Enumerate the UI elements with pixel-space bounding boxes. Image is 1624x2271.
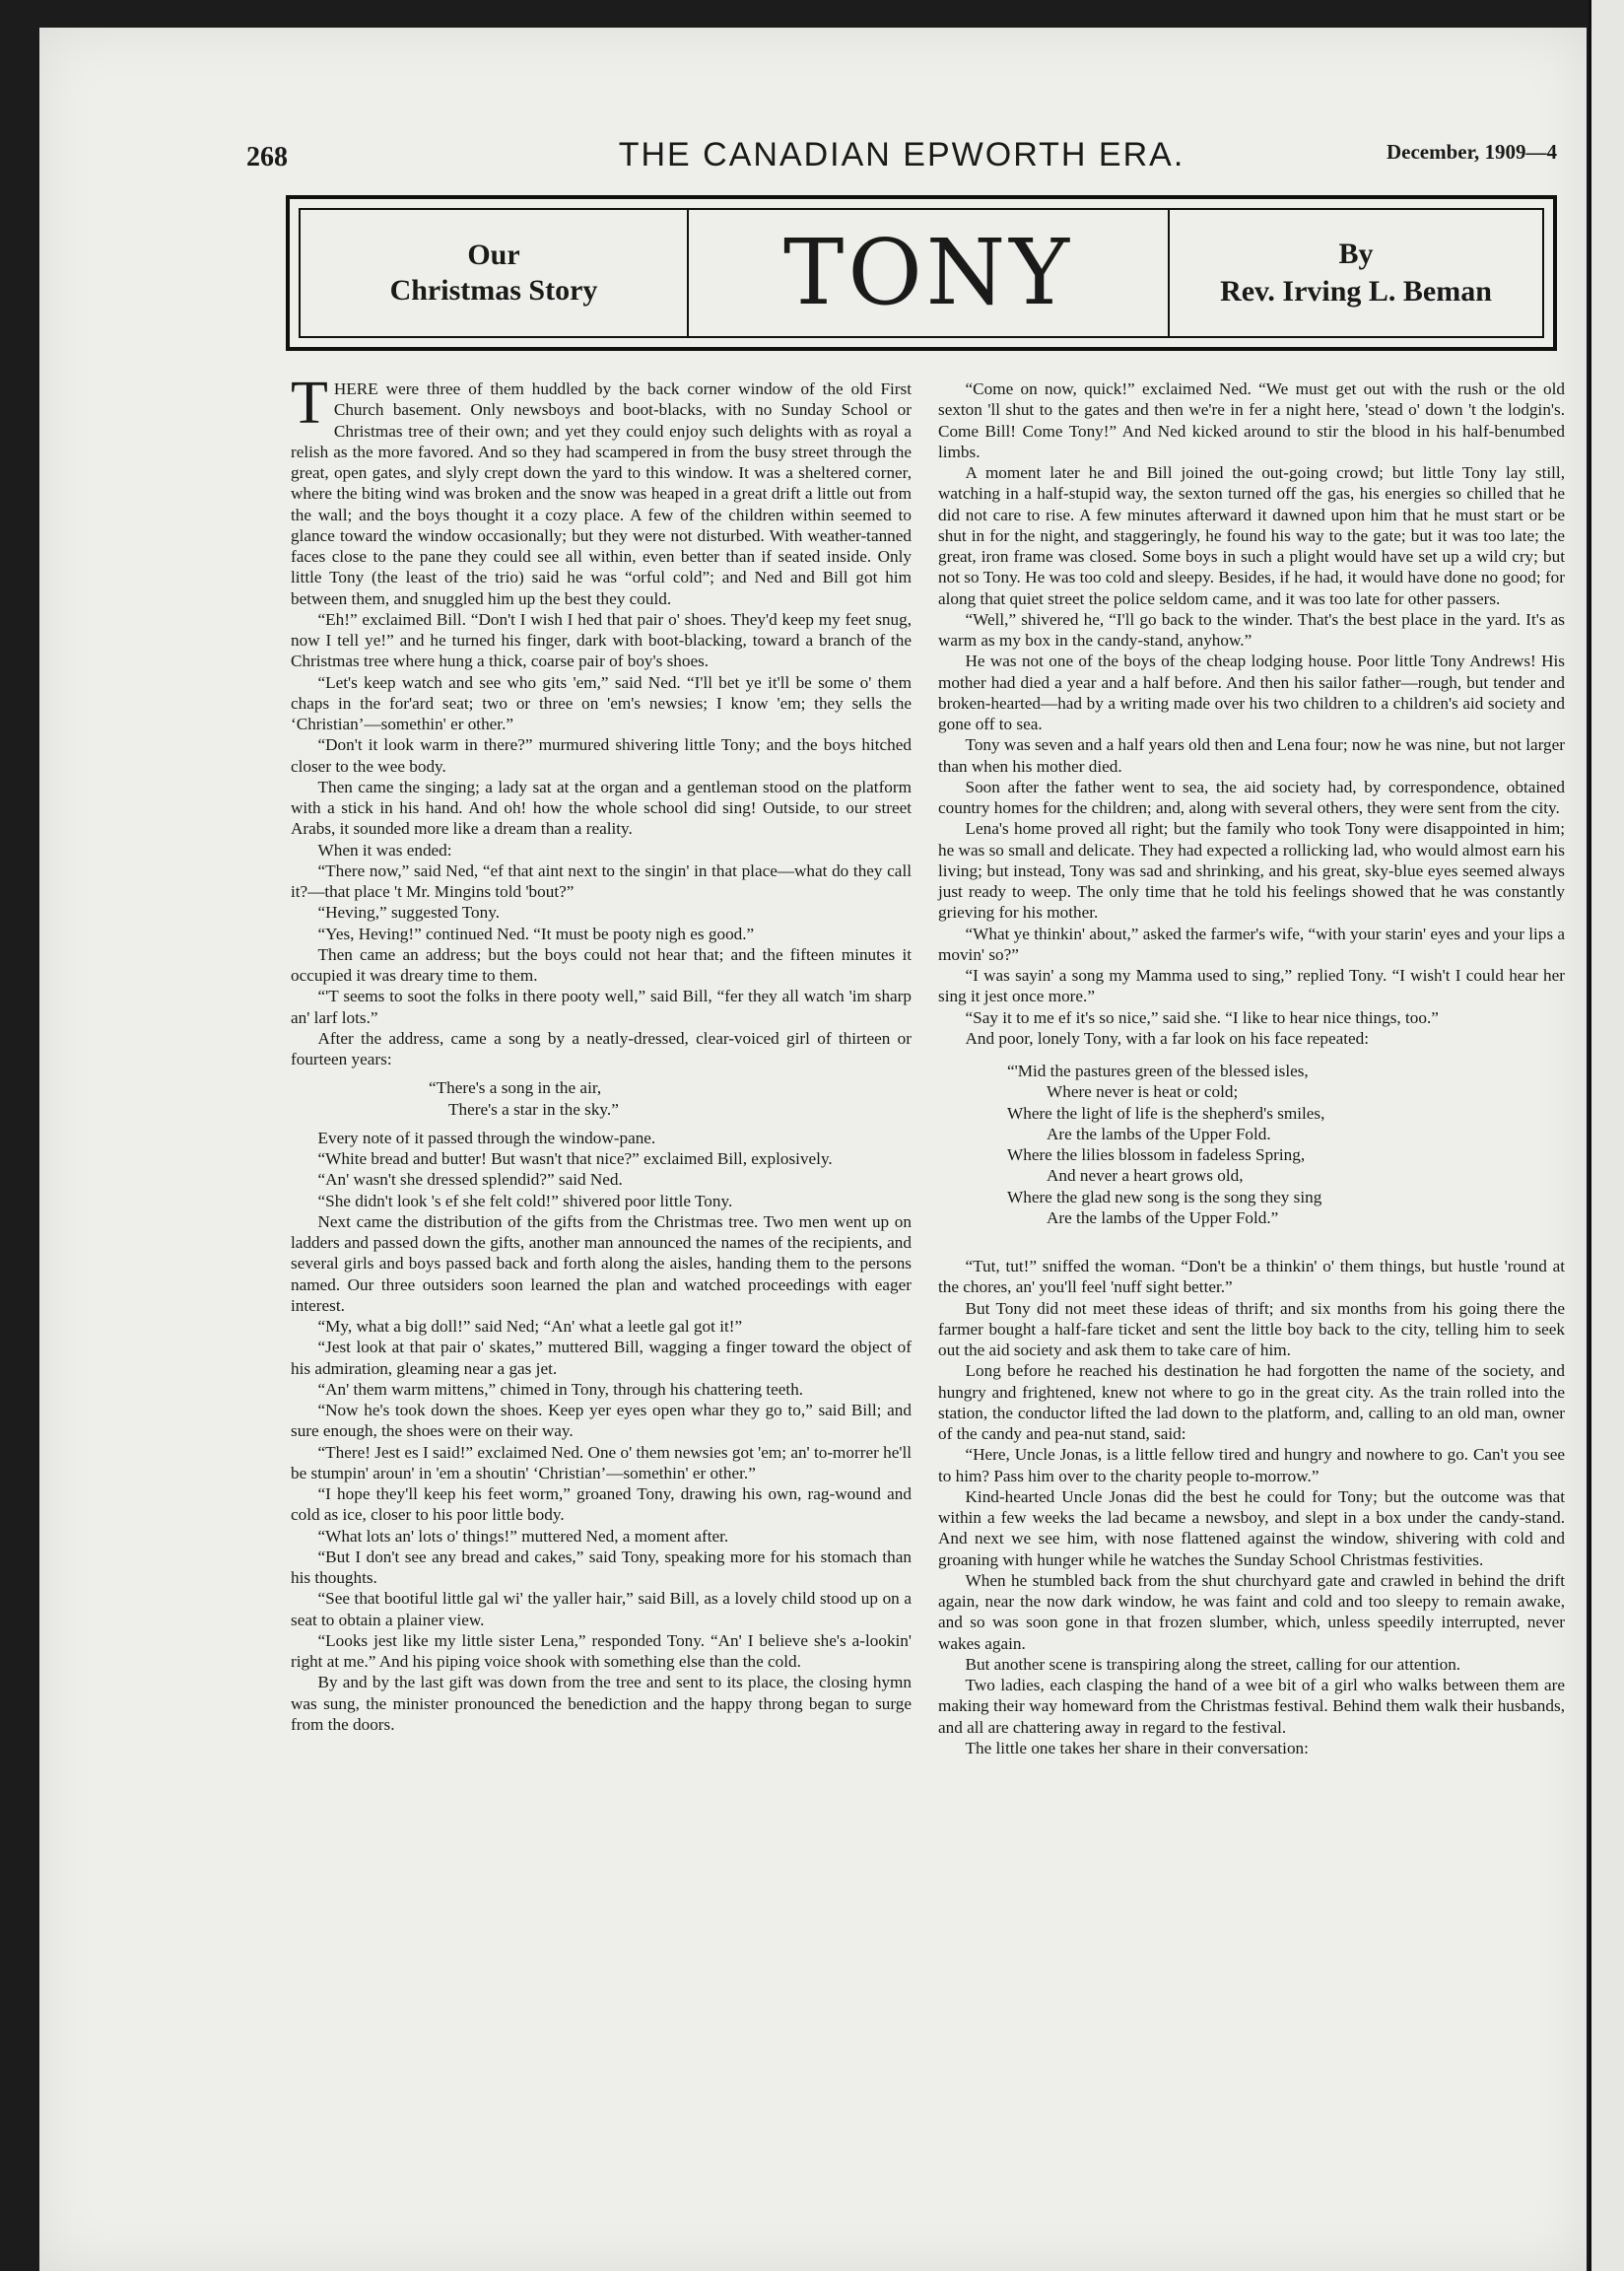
paragraph: “Looks jest like my little sister Lena,” responded Tony. “An' I believe she's a-lookin' right at me.” And his piping voice shook with something else than the cold. — [291, 1630, 912, 1671]
story-title-box — [286, 195, 1557, 351]
paragraph: When it was ended: — [317, 840, 452, 860]
paragraph: When he stumbled back from the shut churchyard gate and crawled in behind the drift again, near the now dark window, he was faint and cold and too sleepy to remain awake, and so was soon gone in that frozen slumber, which, unless speedily interrupted, never wakes again. — [938, 1570, 1565, 1653]
paragraph: Lena's home proved all right; but the family who took Tony were disappointed in him; he was so small and delicate. They had expected a rollicking lad, who would almost earn his living; but instead, Tony was sad and shrinking, and his great, sky-blue eyes seemed always just ready to weep. The only time that he told his feelings showed that he was constantly grieving for his mother. — [938, 819, 1565, 923]
paragraph: “See that bootiful little gal wi' the yaller hair,” said Bill, as a lovely child stood up on a seat to obtain a plainer view. — [291, 1589, 912, 1629]
paragraph: Tony was seven and a half years old then and Lena four; now he was nine, but not larger than when his mother died. — [938, 735, 1565, 776]
page-number: 268 — [246, 142, 288, 172]
paragraph: A moment later he and Bill joined the out-going crowd; but little Tony lay still, watching in a half-stupid way, the sexton turned off the gas, his energies so chilled that he did not care to rise. A few minutes afterward it dawned upon him that he must start or be shut in for the night, and staggeringly, he found his way to the gate; but it was too late; the great, iron frame was closed. Some boys in such a plight would have set up a wild cry; but not so Tony. He was too cold and sleepy. Besides, if he had, it would have done no good; for along that quiet street the police seldom came, and it was too late for other passers. — [938, 463, 1565, 608]
paragraph: “But I don't see any bread and cakes,” said Tony, speaking more for his stomach than his thoughts. — [291, 1547, 912, 1587]
left-column — [291, 370, 912, 1735]
poem-line: Where never is heat or cold; — [1047, 1082, 1239, 1102]
title-box-inner-frame — [299, 208, 1544, 338]
paragraph: “Heving,” suggested Tony. — [317, 903, 500, 923]
paragraph: “There now,” said Ned, “ef that aint next to the singin' in that place—what do they call it?—that place 't Mr. Mingins told 'bout?” — [291, 860, 912, 901]
verse-line: “There's a song in the air, — [429, 1078, 602, 1098]
paragraph: Two ladies, each clasping the hand of a wee bit of a girl who walks between them are making their way homeward from the Christmas festival. Behind them walk their husbands, and all are chattering away in regard to the festival. — [938, 1676, 1565, 1737]
paragraph: Every note of it passed through the window-pane. — [317, 1128, 656, 1147]
drop-cap: T — [291, 370, 328, 437]
paragraph: He was not one of the boys of the cheap lodging house. Poor little Tony Andrews! His mother had died a year and a half before. And then his sailor father—rough, but tender and broken-hearted—had by a writing made over his two children to a children's aid society and gone off to sea. — [938, 652, 1565, 733]
paragraph: Then came the singing; a lady sat at the organ and a gentleman stood on the platform with a stick in his hand. And oh! how the whole school did sing! Outside, to our street Arabs, it sounded more like a dream than a reality. — [291, 777, 912, 839]
poem-line: Where the glad new song is the song they sing — [1007, 1187, 1322, 1206]
magazine-page — [39, 28, 1587, 2271]
paragraph: “Don't it look warm in there?” murmured shivering little Tony; and the boys hitched closer to the wee body. — [291, 735, 912, 776]
paragraph: “There! Jest es I said!” exclaimed Ned. One o' them newsies got 'em; an' to-morrer he'll be stumpin' aroun' in 'em a shoutin' ‘Christian’—somethin' er other.” — [291, 1442, 912, 1482]
paragraph: “An' them warm mittens,” chimed in Tony, through his chattering teeth. — [317, 1379, 804, 1399]
song-verse — [291, 1077, 912, 1120]
byline-by: By — [1338, 238, 1374, 270]
paragraph: But another scene is transpiring along the street, calling for our attention. — [965, 1654, 1461, 1674]
paragraph: And poor, lonely Tony, with a far look on his face repeated: — [965, 1028, 1370, 1048]
paragraph: THERE were three of them huddled by the back corner window of the old First Church basement. Only newsboys and boot-blacks, with no Sunday School or Christmas tree of their own; and yet they could enjoy such delights with as royal a relish as the more favored. And so they had scampered in from the busy street through the great, open gates, and slyly crept down the yard to this window. It was a sheltered corner, where the biting wind was broken and the snow was heaped in a great drift a little out from the wall; and the boys thought it a cozy place. A few of the children within seemed to glance toward the window occasionally; but they were not disturbed. With weather-tanned faces close to the pane they could see all within, even better than if seated inside. Only little Tony (the least of the trio) said he was “orful cold”; and Ned and Bill got him between them, and snuggled him up the best they could. — [291, 370, 912, 608]
paragraph: Soon after the father went to sea, the aid society had, by correspondence, obtained country homes for the children; and, along with several others, they were sent from the city. — [938, 777, 1565, 817]
paragraph: Kind-hearted Uncle Jonas did the best he could for Tony; but the outcome was that within a few weeks the lad became a newsboy, and slept in a box under the candy-stand. And next we see him, with nose flattened against the window, shivering with cold and groaning with hunger while he watches the Sunday School Christmas festivities. — [938, 1486, 1565, 1569]
poem-line: And never a heart grows old, — [1047, 1166, 1244, 1186]
paragraph: “Now he's took down the shoes. Keep yer eyes open whar they go to,” said Bill; and sure enough, the shoes were on their way. — [291, 1401, 912, 1441]
paragraph: “Let's keep watch and see who gits 'em,” said Ned. “I'll bet ye it'll be some o' them chaps in the for'ard seat; two or three on 'em's newsies; I know 'em; they sells the ‘Christian’—somethin' er other.” — [291, 672, 912, 733]
paragraph: “She didn't look 's ef she felt cold!” shivered poor little Tony. — [317, 1191, 733, 1210]
paragraph: “Here, Uncle Jonas, is a little fellow tired and hungry and nowhere to go. Can't you see to him? Pass him over to the charity people to-morrow.” — [938, 1445, 1565, 1485]
paragraph: The little one takes her share in their conversation: — [965, 1738, 1309, 1757]
paragraph: After the address, came a song by a neatly-dressed, clear-voiced girl of thirteen or fourteen years: — [291, 1028, 912, 1068]
paragraph: “Jest look at that pair o' skates,” muttered Bill, wagging a finger toward the object of his admiration, gleaming near a gas jet. — [291, 1338, 912, 1378]
paragraph: But Tony did not meet these ideas of thrift; and six months from his going there the farmer bought a half-fare ticket and sent the little boy back to the city, telling him to seek out the aid society and ask them to take care of him. — [938, 1298, 1565, 1359]
paragraph: “Tut, tut!” sniffed the woman. “Don't be a thinkin' o' them things, but hustle 'round at the chores, an' you'll feel 'nuff sight better.” — [938, 1257, 1565, 1297]
series-label-line2: Christmas Story — [389, 274, 598, 307]
adjacent-page-edge — [1589, 0, 1624, 2271]
journal-title: THE CANADIAN EPWORTH ERA. — [618, 136, 1185, 173]
paragraph: Then came an address; but the boys could not hear that; and the fifteen minutes it occupied it was dreary time to them. — [291, 944, 912, 985]
paragraph: “Eh!” exclaimed Bill. “Don't I wish I hed that pair o' shoes. They'd keep my feet snug, now I tell ye!” and he turned his finger, dark with boot-blacking, toward a branch of the Christmas tree where hung a thick, coarse pair of boy's shoes. — [291, 609, 912, 671]
paragraph: “My, what a big doll!” said Ned; “An' what a leetle gal got it!” — [317, 1317, 743, 1336]
byline-author: Rev. Irving L. Beman — [1220, 275, 1492, 308]
paragraph: By and by the last gift was down from the tree and sent to its place, the closing hymn was sung, the minister pronounced the benediction and the happy throng began to surge from the doors. — [291, 1673, 912, 1734]
paragraph: “Well,” shivered he, “I'll go back to the winder. That's the best place in the yard. It's as warm as my box in the candy-stand, anyhow.” — [938, 609, 1565, 650]
poem-line: Are the lambs of the Upper Fold. — [1047, 1124, 1271, 1143]
paragraph: Long before he reached his destination he had forgotten the name of the society, and hungry and frightened, knew not where to go in the great city. As the train rolled into the station, the conductor lifted the lad down to the platform, and, calling to an old man, owner of the candy and pea-nut stand, said: — [938, 1361, 1565, 1443]
series-label-line1: Our — [467, 239, 520, 271]
poem-line: Are the lambs of the Upper Fold.” — [1047, 1207, 1279, 1227]
poem — [938, 1061, 1565, 1228]
paragraph: “'T seems to soot the folks in there pooty well,” said Bill, “fer they all watch 'im sharp an' larf lots.” — [291, 987, 912, 1027]
issue-date: December, 1909—4 — [1386, 140, 1557, 164]
verse-line: There's a star in the sky.” — [448, 1099, 619, 1119]
series-label — [301, 210, 689, 336]
right-column — [938, 378, 1565, 1758]
poem-line: Where the lilies blossom in fadeless Spring, — [1007, 1145, 1306, 1164]
paragraph: “I was sayin' a song my Mamma used to sing,” replied Tony. “I wish't I could hear her sing it jest once more.” — [938, 966, 1565, 1006]
byline — [1168, 210, 1542, 336]
paragraph: “An' wasn't she dressed splendid?” said Ned. — [317, 1170, 623, 1190]
story-title: TONY — [782, 220, 1074, 325]
paragraph: “Yes, Heving!” continued Ned. “It must be pooty nigh es good.” — [317, 924, 755, 943]
poem-line: Where the light of life is the shepherd's smiles, — [1007, 1103, 1325, 1123]
poem-line: “'Mid the pastures green of the blessed isles, — [1007, 1062, 1309, 1080]
paragraph: “I hope they'll keep his feet worm,” groaned Tony, drawing his own, rag-wound and cold as ice, closer to his poor little body. — [291, 1484, 912, 1525]
running-head — [246, 136, 1557, 181]
paragraph: “Say it to me ef it's so nice,” said she. “I like to hear nice things, too.” — [965, 1007, 1439, 1027]
paragraph: “What ye thinkin' about,” asked the farmer's wife, “with your starin' eyes and your lips a movin' so?” — [938, 924, 1565, 964]
paragraph: “White bread and butter! But wasn't that nice?” exclaimed Bill, explosively. — [317, 1149, 833, 1168]
paragraph: “What lots an' lots o' things!” muttered Ned, a moment after. — [317, 1526, 729, 1546]
paragraph: Next came the distribution of the gifts from the Christmas tree. Two men went up on ladders and passed down the gifts, another man announced the names of the recipients, and several girls and boys passed back and forth along the aisles, handing them to the persons named. Our three outsiders soon learned the plan and watched proceedings with eager interest. — [291, 1211, 912, 1315]
paragraph: “Come on now, quick!” exclaimed Ned. “We must get out with the rush or the old sexton 'll shut to the gates and then we're in fer a night here, 'stead o' down 't the lodgin's. Come Bill! Come Tony!” And Ned kicked around to stir the blood in his half-benumbed limbs. — [938, 379, 1565, 461]
